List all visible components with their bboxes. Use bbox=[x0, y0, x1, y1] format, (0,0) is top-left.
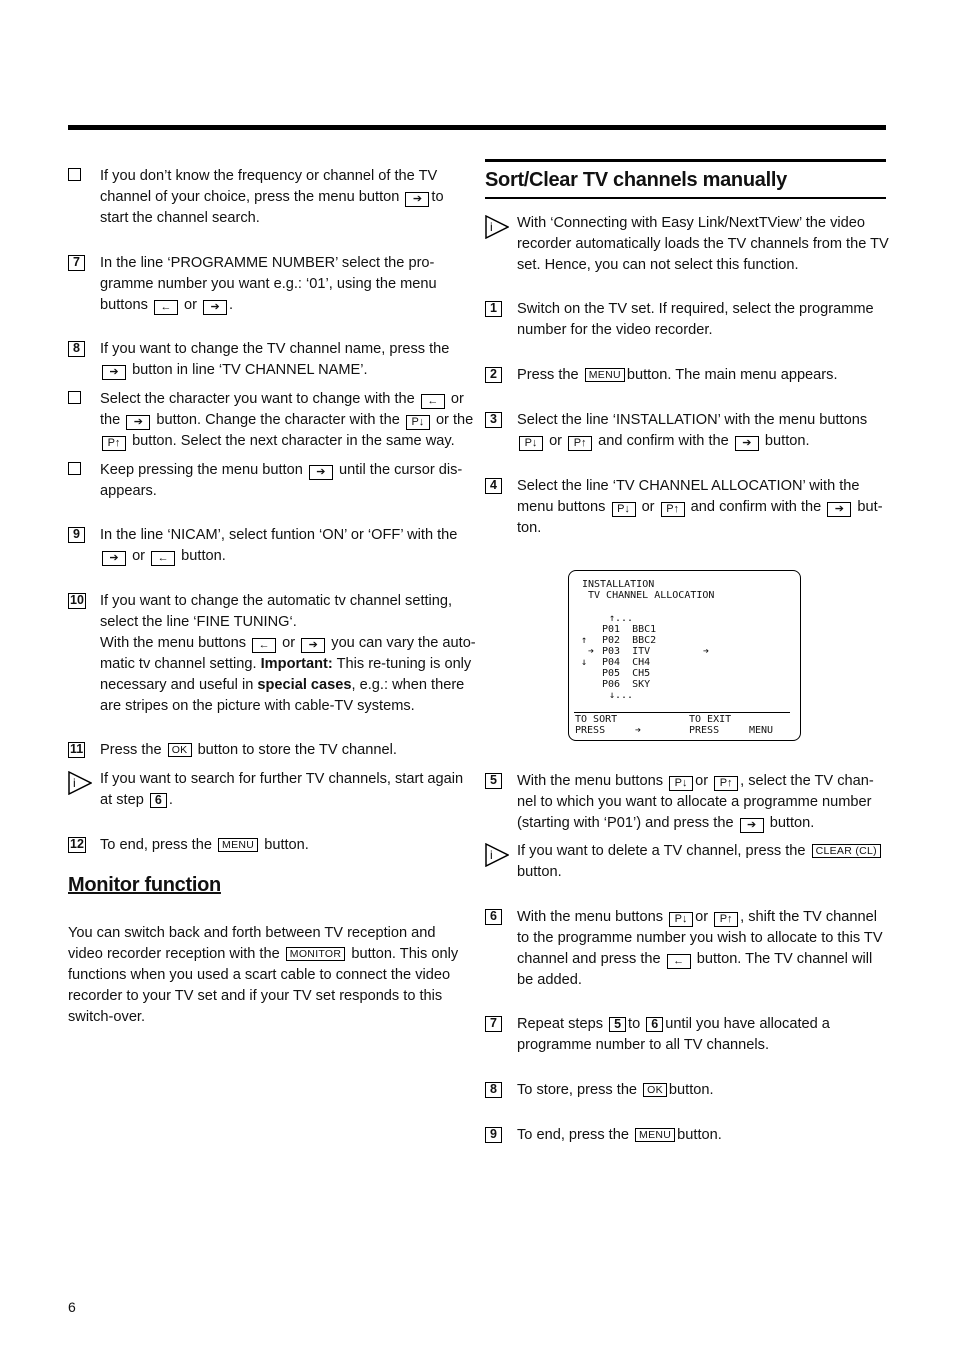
menu-key-icon: MENU bbox=[585, 368, 625, 382]
page-number: 6 bbox=[68, 1299, 76, 1315]
heading-rule-bottom bbox=[485, 197, 886, 199]
step-number: 9 bbox=[68, 527, 85, 543]
screen-subtitle: TV CHANNEL ALLOCATION bbox=[588, 590, 715, 601]
p-down-key-icon: P↓ bbox=[406, 415, 430, 430]
section-heading: Monitor function bbox=[68, 874, 221, 896]
left-arrow-key-icon: ← bbox=[421, 394, 445, 409]
channel-row: P05 CH5 bbox=[602, 668, 651, 679]
step-reference: 6 bbox=[150, 793, 167, 808]
channel-row: P06 SKY bbox=[602, 679, 651, 690]
step-reference: 5 bbox=[609, 1017, 626, 1032]
monitor-key-icon: MONITOR bbox=[286, 947, 346, 961]
svg-text:i: i bbox=[73, 776, 76, 790]
channel-row: P02 BBC2 bbox=[602, 635, 657, 646]
screen-title: INSTALLATION bbox=[582, 579, 655, 590]
info-triangle-icon bbox=[68, 771, 92, 795]
right-arrow-key-icon: ➔ bbox=[126, 415, 150, 430]
info-triangle-icon bbox=[485, 843, 509, 867]
p-up-key-icon: P↑ bbox=[661, 502, 685, 517]
right-arrow-key-icon: ➔ bbox=[827, 502, 851, 517]
left-arrow-key-icon: ← bbox=[667, 954, 691, 969]
ok-key-icon: OK bbox=[643, 1083, 667, 1097]
heading-rule-top bbox=[485, 159, 886, 162]
right-arrow-key-icon: ➔ bbox=[740, 818, 764, 833]
down-arrow-icon: ↓ bbox=[581, 657, 588, 668]
cursor-arrow-icon: ➔ bbox=[588, 646, 595, 657]
step-number: 8 bbox=[485, 1082, 502, 1098]
p-up-key-icon: P↑ bbox=[714, 912, 738, 927]
scroll-up-indicator: ↑... bbox=[609, 613, 634, 624]
channel-row: P03 ITV bbox=[602, 646, 651, 657]
scroll-down-indicator: ↓... bbox=[609, 690, 634, 701]
left-arrow-key-icon: ← bbox=[151, 551, 175, 566]
up-arrow-icon: ↑ bbox=[581, 635, 588, 646]
step-reference: 6 bbox=[646, 1017, 663, 1032]
screen-divider bbox=[574, 712, 790, 713]
step-number: 5 bbox=[485, 773, 502, 789]
step-number: 6 bbox=[485, 909, 502, 925]
p-up-key-icon: P↑ bbox=[568, 436, 592, 451]
right-arrow-key-icon: ➔ bbox=[405, 192, 429, 207]
clear-key-icon: CLEAR (CL) bbox=[812, 844, 881, 858]
p-down-key-icon: P↓ bbox=[612, 502, 636, 517]
step-number: 10 bbox=[70, 593, 84, 607]
p-down-key-icon: P↓ bbox=[519, 436, 543, 451]
step-number: 7 bbox=[485, 1016, 502, 1032]
section-heading: Sort/Clear TV channels manually bbox=[485, 169, 787, 191]
step-number: 12 bbox=[70, 837, 84, 851]
right-arrow-key-icon: ➔ bbox=[301, 638, 325, 653]
right-arrow-key-icon: ➔ bbox=[102, 365, 126, 380]
square-bullet-icon bbox=[68, 391, 81, 404]
p-down-key-icon: P↓ bbox=[669, 912, 693, 927]
right-arrow-key-icon: ➔ bbox=[102, 551, 126, 566]
square-bullet-icon bbox=[68, 168, 81, 181]
right-arrow-key-icon: ➔ bbox=[309, 465, 333, 480]
left-arrow-key-icon: ← bbox=[252, 638, 276, 653]
svg-text:i: i bbox=[490, 848, 493, 862]
right-arrow-key-icon: ➔ bbox=[203, 300, 227, 315]
footer-label: MENU bbox=[749, 725, 774, 736]
footer-label: PRESS bbox=[575, 725, 606, 736]
step-number: 11 bbox=[70, 742, 84, 756]
step-number: 4 bbox=[485, 478, 502, 494]
instruction-text: If you don’t know the frequency or channel of the TV bbox=[100, 168, 438, 184]
p-up-key-icon: P↑ bbox=[714, 776, 738, 791]
svg-text:i: i bbox=[490, 220, 493, 234]
monitor-paragraph: You can switch back and forth between TV reception and video recorder reception with the MONITOR button. This only functions when you used a scart cable to connect the video recorder to your TV set and if your TV set responds to this switch-over. bbox=[68, 925, 459, 1025]
channel-row: P04 CH4 bbox=[602, 657, 651, 668]
square-bullet-icon bbox=[68, 462, 81, 475]
step-number: 7 bbox=[68, 255, 85, 271]
info-triangle-icon bbox=[485, 215, 509, 239]
step-number: 8 bbox=[68, 341, 85, 357]
menu-key-icon: MENU bbox=[218, 838, 258, 852]
tv-screen-display bbox=[568, 570, 801, 741]
footer-label: TO SORT bbox=[575, 714, 618, 725]
right-arrow-icon: ➔ bbox=[635, 725, 642, 736]
menu-key-icon: MENU bbox=[635, 1128, 675, 1142]
footer-label: PRESS bbox=[689, 725, 720, 736]
top-rule bbox=[68, 125, 886, 130]
p-up-key-icon: P↑ bbox=[102, 436, 126, 451]
step-number: 9 bbox=[485, 1127, 502, 1143]
ok-key-icon: OK bbox=[168, 743, 192, 757]
left-arrow-key-icon: ← bbox=[154, 300, 178, 315]
right-arrow-key-icon: ➔ bbox=[735, 436, 759, 451]
step-number: 1 bbox=[485, 301, 502, 317]
step-number: 3 bbox=[485, 412, 502, 428]
right-arrow-icon: ➔ bbox=[703, 646, 710, 657]
footer-label: TO EXIT bbox=[689, 714, 732, 725]
p-down-key-icon: P↓ bbox=[669, 776, 693, 791]
channel-row: P01 BBC1 bbox=[602, 624, 657, 635]
step-number: 2 bbox=[485, 367, 502, 383]
